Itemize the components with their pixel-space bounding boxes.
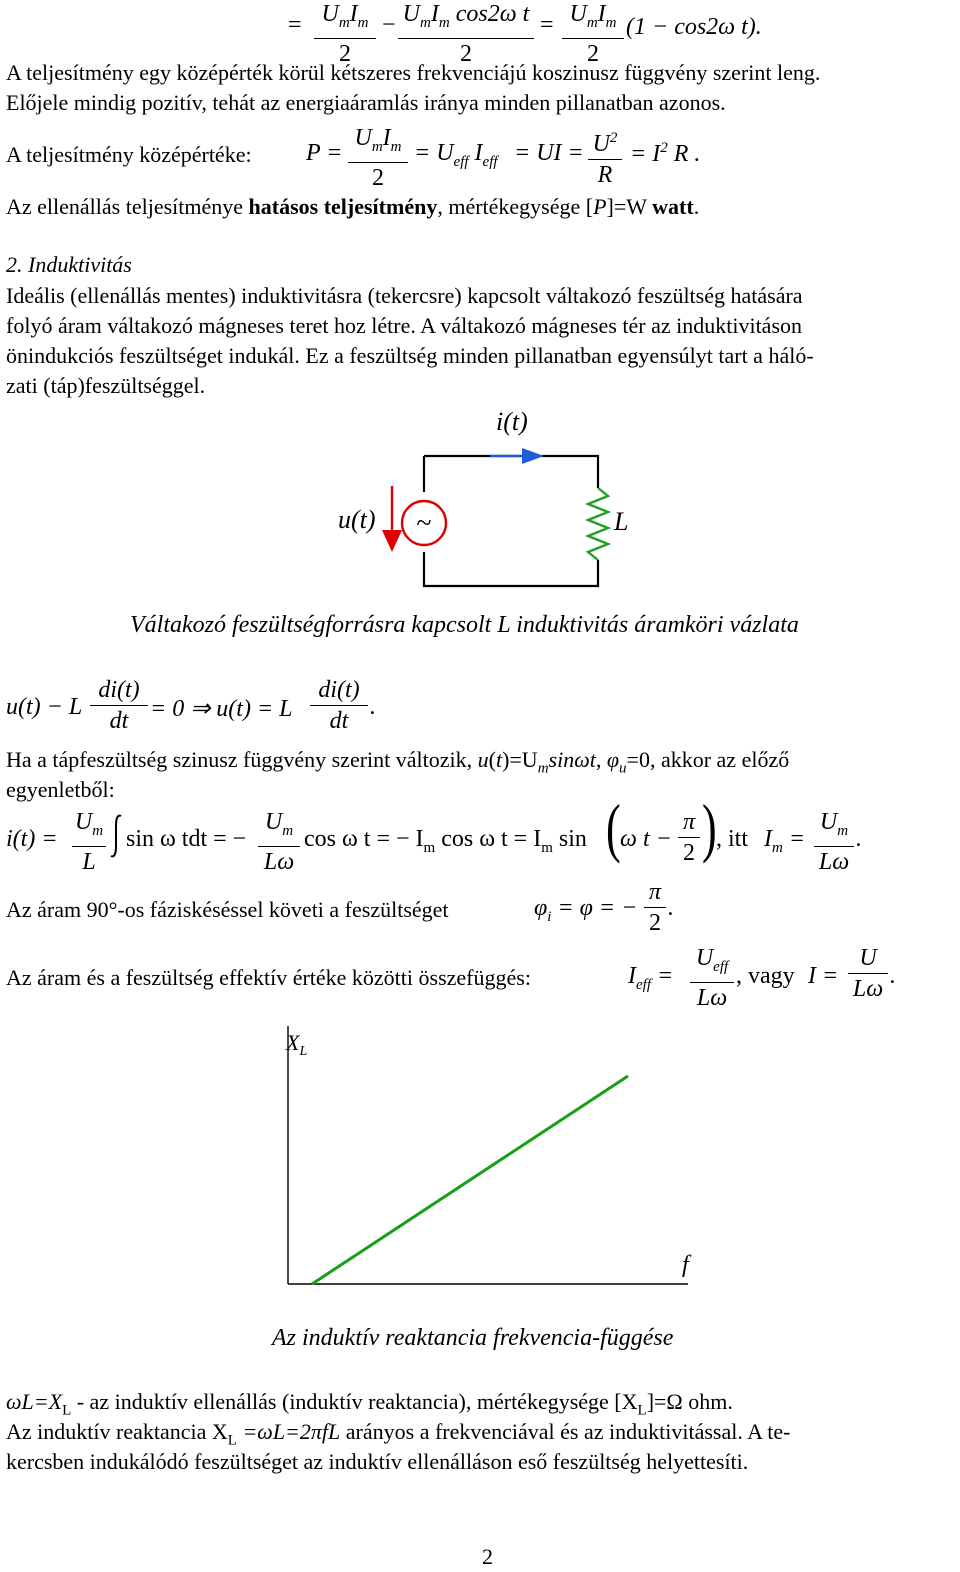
voltage-arrow-icon bbox=[382, 486, 402, 552]
paren-expression: (1 − cos2ω t). bbox=[626, 14, 762, 40]
paragraph-2-line-2: folyó áram váltakozó mágneses teret hoz létre. A váltakozó mágneses tér az induktivitáson bbox=[6, 313, 803, 338]
eff-vagy: , vagy bbox=[736, 963, 795, 989]
fraction-di-dt-2: di(t) dt bbox=[310, 676, 368, 735]
source-symbol: ~ bbox=[416, 508, 432, 539]
circuit-wire bbox=[424, 456, 598, 586]
phase-sub: i bbox=[547, 908, 552, 925]
current-itt: , itt bbox=[716, 826, 749, 852]
resistance-text-a: Az ellenállás teljesítménye bbox=[6, 194, 249, 219]
p3-sin: sinωt bbox=[548, 747, 596, 772]
x-axis-label: f bbox=[682, 1252, 689, 1278]
p4-l-sub-2: L bbox=[637, 1402, 647, 1419]
p3-comma: , bbox=[595, 747, 607, 772]
phase-rest: = φ = − bbox=[557, 895, 638, 921]
current-omega-t: ω t − bbox=[620, 826, 672, 852]
paragraph-2-line-4: zati (táp)feszültséggel. bbox=[6, 373, 206, 398]
current-sin-word: sin bbox=[558, 826, 587, 852]
voltage-source-icon bbox=[402, 492, 446, 552]
p3-m-sub: m bbox=[537, 760, 549, 777]
mean-power-label: A teljesítmény középértéke: bbox=[6, 142, 252, 167]
paragraph-1-line-2: Előjele mindig pozitív, tehát az energiaáramlás iránya minden pillanatban azonos. bbox=[6, 90, 726, 115]
square-sup: 2 bbox=[660, 140, 668, 156]
p4-text-l2a: Az induktív reaktancia X bbox=[6, 1419, 228, 1444]
current-im: I bbox=[764, 826, 772, 852]
fraction-cos: $U_mI_m$ cos2ω t 2 bbox=[398, 0, 534, 68]
inductor-label: L bbox=[614, 507, 629, 536]
voltage-label: u(t) bbox=[338, 505, 376, 534]
p4-l-sub-3: L bbox=[227, 1432, 237, 1449]
paragraph-1-line-1: A teljesítmény egy középérték körül kétszeres frekvenciájú koszinusz függvény szerint leng. bbox=[6, 60, 821, 85]
p4-l-sub: L bbox=[62, 1402, 72, 1419]
p4-formula: =ωL=2πfL bbox=[236, 1419, 341, 1444]
eff-eq: = bbox=[657, 963, 674, 989]
i-term: I bbox=[474, 140, 483, 166]
p3-um: )=U bbox=[502, 747, 538, 772]
kvl-dot: . bbox=[370, 694, 376, 720]
eq-sign: = bbox=[288, 12, 302, 38]
circuit-caption: Váltakozó feszültségforrásra kapcsolt L induktivitás áramköri vázlata bbox=[130, 612, 799, 638]
resistance-p: P bbox=[593, 194, 607, 219]
minus-sign: − bbox=[382, 12, 396, 38]
paragraph-2-line-1: Ideális (ellenállás mentes) induktivitásra (tekercsre) kapcsolt váltakozó feszültség hatására bbox=[6, 283, 803, 308]
fraction-um-l: $U_m$ L bbox=[72, 808, 106, 876]
paren-right: ) bbox=[702, 790, 717, 865]
phase-phi: φ bbox=[534, 895, 548, 921]
eff-i-sub: eff bbox=[636, 976, 651, 993]
p3-text-k: =0, akkor az előző bbox=[626, 747, 790, 772]
resistance-text-c: , mértékegysége [ bbox=[437, 194, 594, 219]
current-label: i(t) bbox=[496, 407, 528, 436]
p3-u-sub: u bbox=[619, 760, 627, 777]
p3-t: t bbox=[495, 747, 503, 772]
current-dot: . bbox=[856, 826, 862, 852]
fraction-um-im-2: $U_mI_m$ 2 bbox=[562, 0, 624, 68]
reactance-chart bbox=[0, 1020, 960, 1320]
current-sin-term: sin ω tdt = − bbox=[126, 826, 247, 852]
current-arrow-icon bbox=[490, 448, 544, 464]
paren-left: ( bbox=[606, 790, 621, 865]
p3-phi: φ bbox=[606, 747, 620, 772]
y-axis-label: $X_L$ bbox=[286, 1030, 308, 1059]
eq-sign-2: = bbox=[540, 12, 554, 38]
p4-omega-l: ωL=X bbox=[6, 1389, 63, 1414]
section-heading bbox=[6, 250, 132, 280]
section-title: Induktivitás bbox=[28, 252, 132, 277]
resistance-watt: watt bbox=[652, 194, 694, 219]
current-m-sub-2: m bbox=[541, 839, 553, 856]
eff-sub-2: eff bbox=[482, 153, 498, 170]
p-symbol: P = bbox=[306, 140, 343, 166]
paragraph-4-line-3: kercsben indukálódó feszültséget az induktív ellenálláson eső feszültség helyettesíti. bbox=[6, 1449, 749, 1474]
fraction-ueff-lomega: $U_{eff}$ Lω bbox=[690, 944, 734, 1012]
paragraph-3-line-1 bbox=[6, 745, 789, 783]
resistance-bold-term: hatásos teljesítmény bbox=[248, 194, 438, 219]
p3-paren: ( bbox=[488, 747, 496, 772]
fraction-um-im: $U_mI_m$ 2 bbox=[314, 0, 376, 68]
fraction-u2-r: $U^2$ R bbox=[588, 124, 622, 189]
reactance-series-line bbox=[312, 1076, 628, 1284]
section-number: 2. bbox=[6, 252, 23, 277]
p4-text-l2d: arányos a frekvenciával és az induktivitással. A te- bbox=[340, 1419, 791, 1444]
fraction-um-im-mean: $U_mI_m$ 2 bbox=[348, 124, 408, 192]
p3-u: u bbox=[477, 747, 489, 772]
current-m-sub-3: m bbox=[772, 839, 783, 856]
paragraph-2-line-3: önindukciós feszültséget indukál. Ez a feszültség minden pillanatban egyensúlyt tart a háló- bbox=[6, 343, 814, 368]
fraction-pi-2-phase: π 2 bbox=[644, 878, 666, 937]
ueff-term: = U bbox=[414, 140, 454, 166]
current-eq: = bbox=[788, 826, 806, 852]
resistance-text-e: ]=W bbox=[606, 194, 653, 219]
eff-i: I bbox=[628, 963, 636, 989]
r-term: R . bbox=[673, 141, 701, 167]
integral-icon bbox=[108, 812, 126, 860]
fraction-u-lomega: U Lω bbox=[848, 944, 888, 1003]
resistance-power-line bbox=[6, 192, 699, 222]
p4-text-c: - az induktív ellenállás (induktív reaktancia), mértékegysége [X bbox=[71, 1389, 638, 1414]
fraction-pi-2: π 2 bbox=[678, 808, 700, 867]
current-cos-term-2: cos ω t = I bbox=[441, 826, 542, 852]
phase-dot: . bbox=[668, 895, 674, 921]
current-m-sub: m bbox=[423, 839, 436, 856]
kvl-left: u(t) − L bbox=[6, 694, 83, 720]
inductor-icon bbox=[588, 488, 608, 560]
graph-caption: Az induktív reaktancia frekvencia-függése bbox=[272, 1325, 674, 1351]
kvl-middle: = 0 ⇒ u(t) = L bbox=[150, 696, 293, 722]
ui-term: = UI = bbox=[514, 140, 584, 166]
resistance-dot: . bbox=[693, 194, 700, 219]
page-number: 2 bbox=[482, 1544, 493, 1569]
eff-dot: . bbox=[890, 963, 896, 989]
current-lhs: i(t) = bbox=[6, 826, 58, 852]
eff-text: Az áram és a feszültség effektív értéke közötti összefüggés: bbox=[6, 965, 531, 990]
fraction-di-dt: di(t) dt bbox=[90, 676, 148, 735]
p4-text-e: ]=Ω ohm. bbox=[646, 1389, 733, 1414]
eff-sub: eff bbox=[453, 153, 469, 170]
current-cos-term: cos ω t = − I bbox=[304, 826, 424, 852]
i2-term: = I bbox=[630, 141, 661, 167]
eff-i-eq: I = bbox=[808, 963, 839, 989]
fraction-um-lomega-2: $U_m$ Lω bbox=[814, 808, 854, 876]
fraction-um-lomega: $U_m$ Lω bbox=[258, 808, 300, 876]
phase-text: Az áram 90°-os fáziskéséssel követi a feszültséget bbox=[6, 897, 449, 922]
paragraph-3-line-2: egyenletből: bbox=[6, 777, 115, 802]
p3-text-a: Ha a tápfeszültség szinusz függvény szerint változik, bbox=[6, 747, 478, 772]
